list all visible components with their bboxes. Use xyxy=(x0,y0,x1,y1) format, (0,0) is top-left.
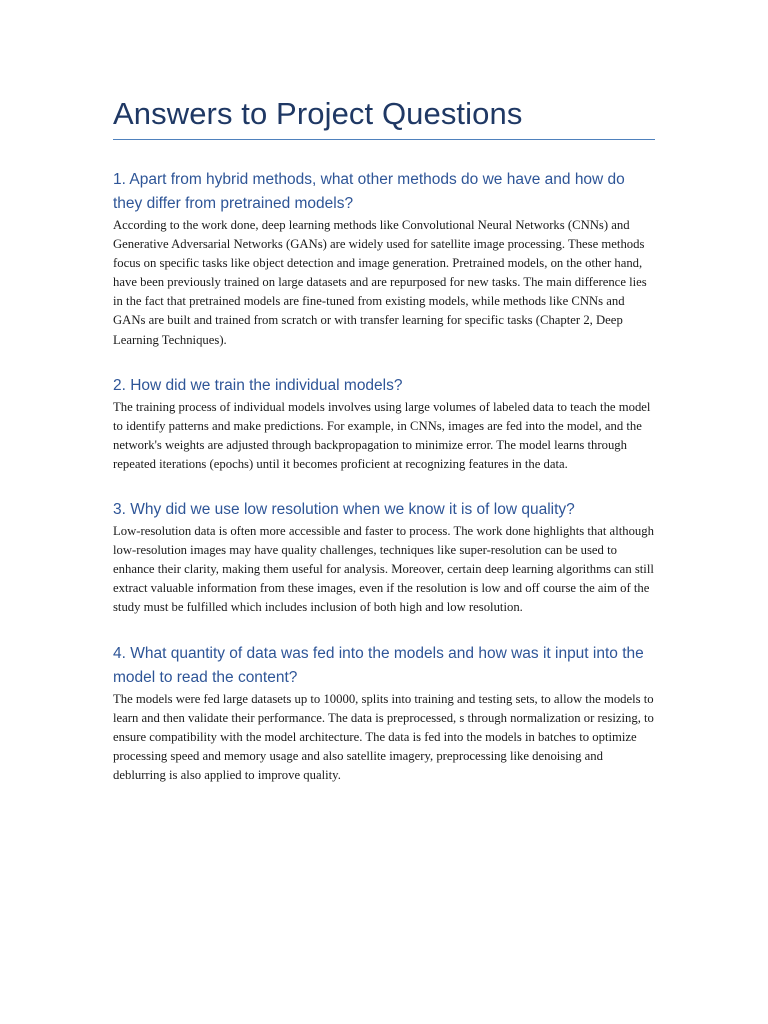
question-heading-3: 3. Why did we use low resolution when we know it is of low quality? xyxy=(113,501,575,519)
document-title: Answers to Project Questions xyxy=(113,96,523,131)
question-heading-4: 4. What quantity of data was fed into the models and how was it input into the model to read the content? xyxy=(113,644,644,686)
question-heading-2: 2. How did we train the individual models? xyxy=(113,376,403,394)
answer-paragraph-3: Low-resolution data is often more accessible and faster to process. The work done highlights that although low-resolution images may have quality challenges, techniques like super-resolution can be used to enhance their clarity, making them useful for analysis. Moreover, certain deep learning algorithms can still extract valuable information from these images, even if the resolution is low and off course the aim of the study must be fulfilled which includes inclusion of both high and low resolution. xyxy=(113,524,654,615)
title-underline-rule xyxy=(113,139,655,140)
answer-paragraph-1: According to the work done, deep learning methods like Convolutional Neural Networks (CNNs) and Generative Adversarial Networks (GANs) are widely used for satellite image processing. These methods focus on specific tasks like object detection and image generation. Pretrained models, on the other hand, have been previously trained on large datasets and are repurposed for new tasks. The main difference lies in the fact that pretrained models are fine-tuned from existing models, while methods like CNNs and GANs are built and trained from scratch or with transfer learning for specific tasks (Chapter 2, Deep Learning Techniques). xyxy=(113,218,647,347)
document-page xyxy=(113,92,655,785)
question-section-4 xyxy=(113,642,655,785)
answer-paragraph-4: The models were fed large datasets up to 10000, splits into training and testing sets, to allow the models to learn and then validate their performance. The data is preprocessed, s through normalization or resizing, to ensure compatibility with the model architecture. The data is fed into the models in batches to optimize processing speed and memory usage and also satellite imagery, preprocessing like denoising and deblurring is also applied to improve quality. xyxy=(113,691,654,782)
question-heading-1: 1. Apart from hybrid methods, what other methods do we have and how do they differ from pretrained models? xyxy=(113,171,625,212)
question-section-2 xyxy=(113,374,655,474)
answer-paragraph-2: The training process of individual models involves using large volumes of labeled data to teach the model to identify patterns and make predictions. For example, in CNNs, images are fed into the model, and the network's weights are adjusted through backpropagation to minimize error. The model learns through repeated iterations (epochs) until it becomes proficient at recognizing features in the data. xyxy=(113,399,651,471)
question-section-3 xyxy=(113,498,655,617)
question-section-1 xyxy=(113,168,655,350)
